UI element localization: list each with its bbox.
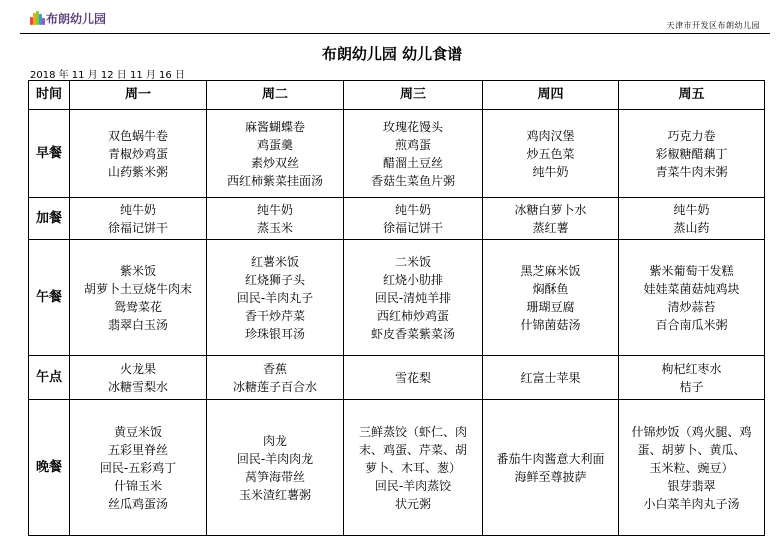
dish-item: 雪花梨 [394, 370, 431, 385]
menu-cell [483, 198, 619, 240]
dish-item: 蛋、胡萝卜、黄瓜、 [637, 442, 746, 457]
menu-cell [344, 198, 483, 240]
meal-row [29, 110, 765, 198]
dish-item: 巧克力卷 [667, 128, 716, 143]
dish-item: 回民-清炖羊排 [374, 290, 452, 305]
logo-mark-icon [30, 11, 44, 25]
meal-label: 午点 [29, 356, 70, 400]
menu-cell [619, 240, 765, 356]
dish-item: 红烧狮子头 [244, 272, 305, 287]
dish-item: 二米饭 [394, 254, 431, 269]
dish-item: 红富士苹果 [520, 370, 581, 385]
dish-item: 玉米粒、豌豆） [649, 460, 734, 475]
date-range: 2018 年 11 月 12 日 11 月 16 日 [30, 70, 185, 81]
dish-item: 山药紫米粥 [107, 164, 168, 179]
dish-item: 紫米葡萄干发糕 [649, 263, 734, 278]
column-header: 周一 [70, 81, 207, 110]
menu-cell [483, 356, 619, 400]
dish-item: 香蕉 [262, 361, 287, 376]
dish-item: 青椒炒鸡蛋 [107, 146, 168, 161]
dish-item: 状元粥 [394, 496, 431, 511]
dish-item: 西红柿紫菜挂面汤 [226, 173, 323, 188]
dish-item: 焖酥鱼 [532, 281, 569, 296]
dish-item: 丝瓜鸡蛋汤 [107, 496, 168, 511]
menu-cell [207, 110, 344, 198]
dish-item: 煎鸡蛋 [394, 137, 431, 152]
dish-item: 红烧小肋排 [382, 272, 443, 287]
dish-item: 玉米渣红薯粥 [238, 487, 311, 502]
dish-item: 末、鸡蛋、芹菜、胡 [358, 442, 467, 457]
school-name: 天津市开发区布朗幼儿园 [666, 21, 760, 30]
menu-cell [344, 400, 483, 536]
dish-item: 什锦炒饭（鸡火腿、鸡 [631, 424, 752, 439]
dish-item: 冰糖雪梨水 [107, 379, 168, 394]
dish-item: 玫瑰花馒头 [382, 119, 443, 134]
dish-item: 徐福记饼干 [107, 220, 168, 235]
meal-row [29, 240, 765, 356]
dish-item: 红薯米饭 [250, 254, 299, 269]
dish-item: 青菜牛肉末粥 [655, 164, 728, 179]
dish-item: 清炒蒜苔 [667, 299, 716, 314]
dish-item: 蒸玉米 [256, 220, 293, 235]
dish-item: 珍珠银耳汤 [244, 326, 305, 341]
dish-item: 什锦菌菇汤 [520, 317, 581, 332]
menu-cell [483, 400, 619, 536]
dish-item: 回民-羊肉蒸饺 [374, 478, 452, 493]
dish-item: 冰糖莲子百合水 [232, 379, 317, 394]
logo-bar [42, 18, 45, 25]
dish-item: 西红柿炒鸡蛋 [376, 308, 449, 323]
menu-cell [207, 240, 344, 356]
dish-item: 娃娃菜菌菇炖鸡块 [643, 281, 740, 296]
dish-item: 黑芝麻米饭 [520, 263, 581, 278]
meal-label: 晚餐 [29, 400, 70, 536]
logo-text: 布朗幼儿园 [46, 11, 107, 26]
dish-item: 火龙果 [119, 361, 156, 376]
dish-item: 麻酱蝴蝶卷 [244, 119, 305, 134]
column-header: 周五 [619, 81, 765, 110]
dish-item: 蒸山药 [673, 220, 710, 235]
dish-item: 纯牛奶 [394, 202, 431, 217]
dish-item: 鸳鸯菜花 [113, 299, 162, 314]
dish-item: 徐福记饼干 [382, 220, 443, 235]
dish-item: 海鲜至尊披萨 [514, 469, 587, 484]
menu-cell [483, 240, 619, 356]
header-divider [20, 33, 770, 34]
dish-item: 翡翠白玉汤 [107, 317, 168, 332]
dish-item: 纯牛奶 [119, 202, 156, 217]
menu-cell [619, 400, 765, 536]
dish-item: 五彩里脊丝 [107, 442, 168, 457]
dish-item: 莴笋海带丝 [244, 469, 305, 484]
column-header: 周四 [483, 81, 619, 110]
dish-item: 黄豆米饭 [113, 424, 162, 439]
table-header-row [29, 81, 765, 110]
meal-label: 午餐 [29, 240, 70, 356]
menu-cell [619, 198, 765, 240]
menu-cell [70, 240, 207, 356]
menu-cell [207, 198, 344, 240]
dish-item: 胡萝卜土豆烧牛肉末 [83, 281, 192, 296]
menu-cell [619, 110, 765, 198]
dish-item: 鸡肉汉堡 [526, 128, 575, 143]
page-title: 布朗幼儿园 幼儿食谱 [321, 45, 463, 63]
dish-item: 萝卜、木耳、葱） [364, 460, 461, 475]
menu-cell [483, 110, 619, 198]
dish-item: 银芽翡翠 [667, 478, 716, 493]
dish-item: 双色蜗牛卷 [107, 128, 168, 143]
dish-item: 素炒双丝 [250, 155, 299, 170]
dish-item: 什锦玉米 [113, 478, 162, 493]
dish-item: 桔子 [679, 379, 704, 394]
menu-cell [344, 356, 483, 400]
dish-item: 枸杞红枣水 [661, 361, 722, 376]
menu-cell [207, 400, 344, 536]
dish-item: 纯牛奶 [532, 164, 569, 179]
dish-item: 肉龙 [262, 433, 287, 448]
menu-cell [70, 356, 207, 400]
dish-item: 彩椒糖醋藕丁 [655, 146, 728, 161]
column-header: 周二 [207, 81, 344, 110]
dish-item: 番茄牛肉酱意大利面 [496, 451, 605, 466]
dish-item: 冰糖白萝卜水 [514, 202, 587, 217]
menu-table [28, 80, 765, 536]
dish-item: 香干炒芹菜 [244, 308, 305, 323]
dish-item: 紫米饭 [119, 263, 156, 278]
dish-item: 珊瑚豆腐 [526, 299, 575, 314]
meal-row [29, 198, 765, 240]
dish-item: 回民-羊肉丸子 [236, 290, 314, 305]
dish-item: 回民-羊肉肉龙 [236, 451, 314, 466]
school-logo [30, 7, 106, 29]
meal-label: 早餐 [29, 110, 70, 198]
dish-item: 香菇生菜鱼片粥 [370, 173, 455, 188]
dish-item: 百合南瓜米粥 [655, 317, 728, 332]
dish-item: 纯牛奶 [673, 202, 710, 217]
menu-cell [207, 356, 344, 400]
menu-cell [619, 356, 765, 400]
dish-item: 虾皮香菜紫菜汤 [370, 326, 455, 341]
dish-item: 蒸红薯 [532, 220, 569, 235]
meal-label: 加餐 [29, 198, 70, 240]
dish-item: 鸡蛋羹 [256, 137, 293, 152]
menu-cell [344, 240, 483, 356]
dish-item: 三鲜蒸饺（虾仁、肉 [358, 424, 467, 439]
menu-cell [70, 110, 207, 198]
menu-cell [70, 400, 207, 536]
column-header: 时间 [29, 81, 70, 110]
dish-item: 炒五色菜 [526, 146, 575, 161]
menu-cell [344, 110, 483, 198]
dish-item: 纯牛奶 [256, 202, 293, 217]
meal-row [29, 356, 765, 400]
column-header: 周三 [344, 81, 483, 110]
dish-item: 醋溜土豆丝 [382, 155, 443, 170]
menu-cell [70, 198, 207, 240]
dish-item: 回民-五彩鸡丁 [99, 460, 177, 475]
meal-row [29, 400, 765, 536]
dish-item: 小白菜羊肉丸子汤 [643, 496, 740, 511]
